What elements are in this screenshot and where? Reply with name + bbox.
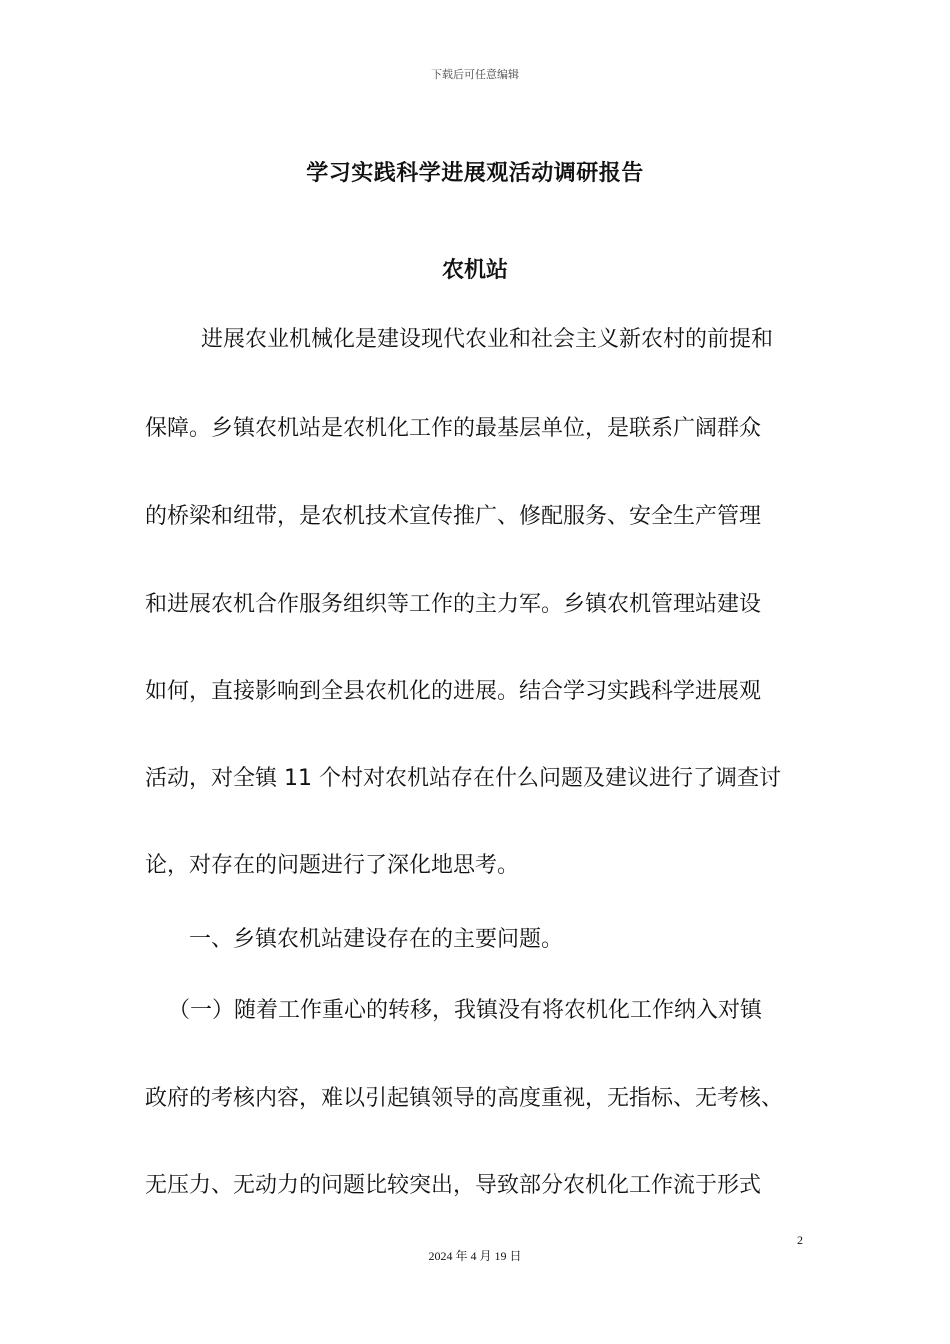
body-line-2: 保障。乡镇农机站是农机化工作的最基层单位，是联系广阔群众 (145, 416, 762, 441)
body-line-6: 活动，对全镇 11 个村对农机站存在什么问题及建议进行了调查讨 (145, 766, 781, 791)
section-heading: 一、乡镇农机站建设存在的主要问题。 (189, 927, 564, 952)
footer-date: 2024 年 4 月 19 日 (428, 1249, 522, 1263)
document-title: 学习实践科学进展观活动调研报告 (306, 161, 644, 186)
body-line-7: 论，对存在的问题进行了深化地思考。 (145, 853, 520, 878)
page-number: 2 (797, 1233, 803, 1247)
body-line-3: 的桥梁和纽带，是农机技术宣传推广、修配服务、安全生产管理 (145, 504, 762, 529)
body-line-11: 无压力、无动力的问题比较突出，导致部分农机化工作流于形式 (145, 1173, 762, 1198)
body-line-4: 和进展农机合作服务组织等工作的主力军。乡镇农机管理站建设 (145, 592, 762, 617)
body-line-1: 进展农业机械化是建设现代农业和社会主义新农村的前提和 (201, 327, 774, 352)
document-subtitle: 农机站 (441, 258, 508, 283)
body-line-9: （一）随着工作重心的转移，我镇没有将农机化工作纳入对镇 (168, 998, 763, 1023)
header-note: 下载后可任意编辑 (431, 68, 519, 81)
body-line-10: 政府的考核内容，难以引起镇领导的高度重视，无指标、无考核、 (145, 1086, 784, 1111)
body-line-5: 如何，直接影响到全县农机化的进展。结合学习实践科学进展观 (145, 679, 762, 704)
